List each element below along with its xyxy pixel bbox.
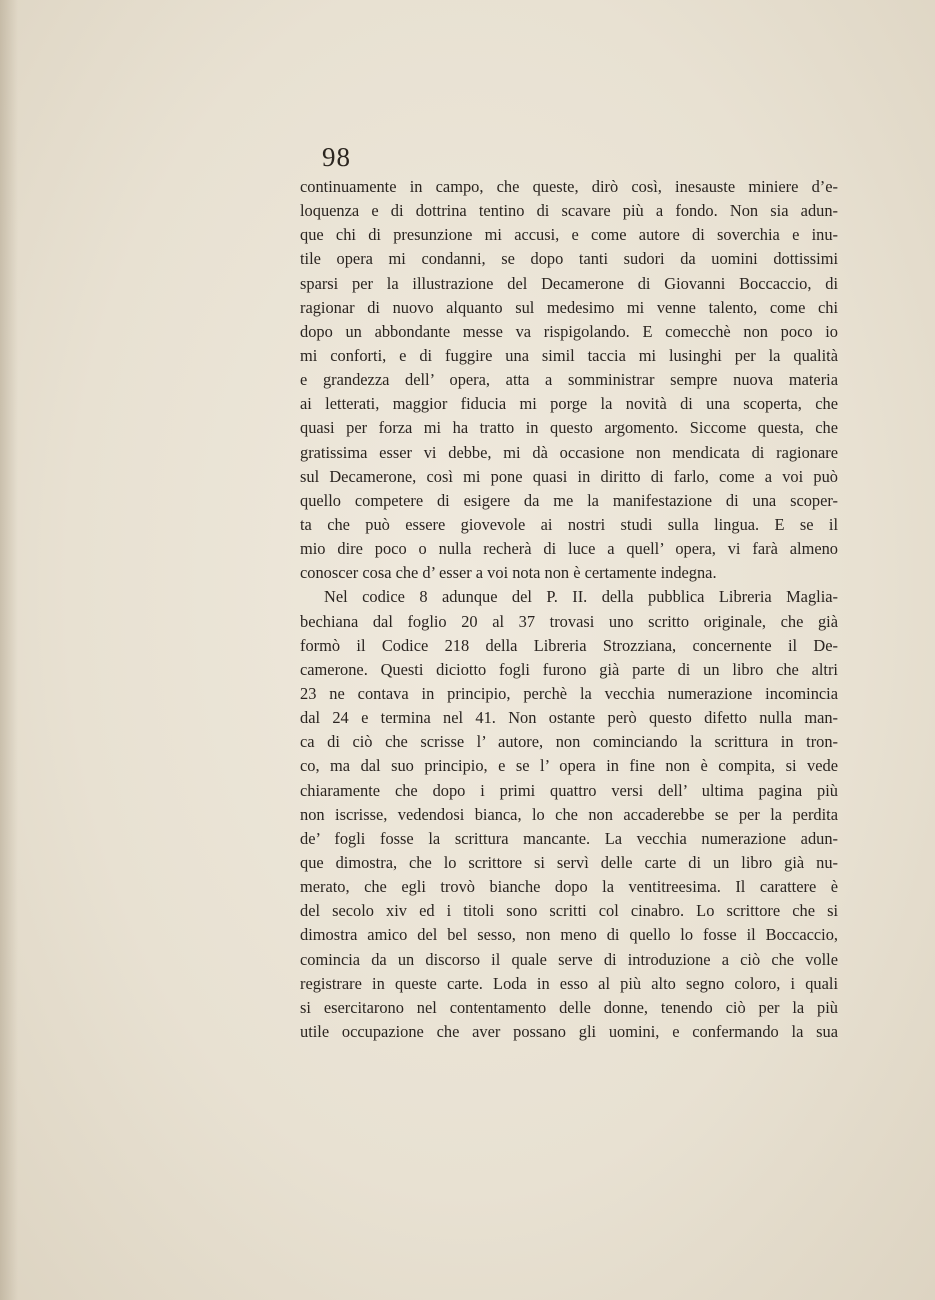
text-line: quasi per forza mi ha tratto in questo argomento. Siccome questa, che bbox=[300, 418, 838, 438]
text-line: conoscer cosa che d’ esser a voi nota non è certamente indegna. bbox=[300, 563, 717, 583]
text-line: del secolo xiv ed i titoli sono scritti col cinabro. Lo scrittore che si bbox=[300, 901, 838, 921]
text-line: ragionar di nuovo alquanto sul medesimo mi venne talento, come chi bbox=[300, 297, 838, 317]
text-line: dal 24 e termina nel 41. Non ostante però questo difetto nulla man- bbox=[300, 708, 838, 728]
text-line: dopo un abbondante messe va rispigolando. E comecchè non poco io bbox=[300, 321, 838, 341]
page-number: 98 bbox=[322, 142, 351, 172]
text-line: sparsi per la illustrazione del Decamerone di Giovanni Boccaccio, di bbox=[300, 273, 838, 293]
text-line: e grandezza dell’ opera, atta a somministrar sempre nuova materia bbox=[300, 370, 838, 390]
text-line: de’ fogli fosse la scrittura mancante. La vecchia numerazione adun- bbox=[300, 828, 838, 848]
text-line: utile occupazione che aver possano gli uomini, e confermando la sua bbox=[300, 1021, 838, 1041]
text-line: tile opera mi condanni, se dopo tanti sudori da uomini dottissimi bbox=[300, 249, 838, 269]
text-line: non iscrisse, vedendosi bianca, lo che non accaderebbe se per la perdita bbox=[300, 804, 838, 824]
text-line: ca di ciò che scrisse l’ autore, non cominciando la scrittura in tron- bbox=[300, 732, 838, 752]
text-line: mi conforti, e di fuggire una simil taccia mi lusinghi per la qualità bbox=[300, 345, 838, 365]
text-line: si esercitarono nel contentamento delle donne, tenendo ciò per la più bbox=[300, 997, 838, 1017]
text-line: camerone. Questi diciotto fogli furono già parte di un libro che altri bbox=[300, 659, 838, 679]
text-line: continuamente in campo, che queste, dirò così, inesauste miniere d’e- bbox=[300, 177, 838, 196]
text-line: que chi di presunzione mi accusi, e come autore di soverchia e inu- bbox=[300, 225, 838, 245]
text-line: ta che può essere giovevole ai nostri studi sulla lingua. E se il bbox=[300, 514, 838, 534]
text-line: quello competere di esigere da me la manifestazione di una scoper- bbox=[300, 490, 838, 510]
text-line: ai letterati, maggior fiducia mi porge la novità di una scoperta, che bbox=[300, 394, 838, 414]
text-line: co, ma dal suo principio, e se l’ opera in fine non è compita, si vede bbox=[300, 756, 838, 776]
text-line: chiaramente che dopo i primi quattro versi dell’ ultima pagina più bbox=[300, 780, 838, 800]
text-line: formò il Codice 218 della Libreria Strozziana, concernente il De- bbox=[300, 635, 838, 655]
text-line: dimostra amico del bel sesso, non meno di quello lo fosse il Boccaccio, bbox=[300, 925, 838, 945]
text-line: registrare in queste carte. Loda in esso al più alto segno coloro, i quali bbox=[300, 973, 838, 993]
text-line: comincia da un discorso il quale serve di introduzione a ciò che volle bbox=[300, 949, 838, 969]
text-line: loquenza e di dottrina tentino di scavare più a fondo. Non sia adun- bbox=[300, 201, 838, 221]
text-line: que dimostra, che lo scrittore si servì delle carte di un libro già nu- bbox=[300, 852, 838, 872]
text-line: mio dire poco o nulla recherà di luce a quell’ opera, vi farà almeno bbox=[300, 539, 838, 559]
page-edge-shadow bbox=[0, 0, 18, 1300]
text-line: merato, che egli trovò bianche dopo la ventitreesima. Il carattere è bbox=[300, 877, 838, 897]
text-line: sul Decamerone, così mi pone quasi in diritto di farlo, come a voi può bbox=[300, 466, 838, 486]
text-line: Nel codice 8 adunque del P. II. della pubblica Libreria Maglia- bbox=[324, 587, 838, 607]
text-line: 23 ne contava in principio, perchè la vecchia numerazione incomincia bbox=[300, 683, 838, 703]
text-line: bechiana dal foglio 20 al 37 trovasi uno scritto originale, che già bbox=[300, 611, 838, 631]
body-text bbox=[300, 175, 838, 1044]
text-line: gratissima esser vi debbe, mi dà occasione non mendicata di ragionare bbox=[300, 442, 838, 462]
